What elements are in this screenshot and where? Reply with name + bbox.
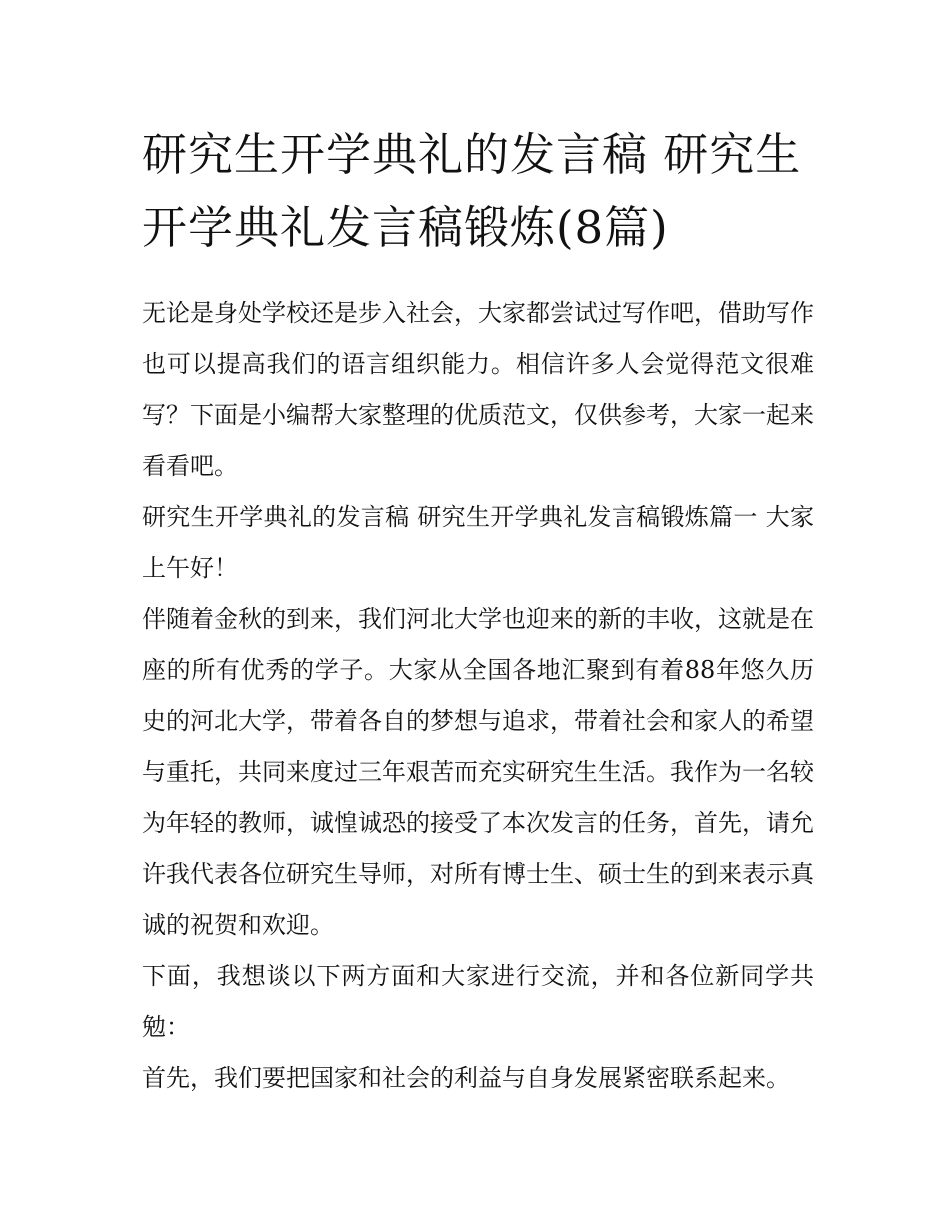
paragraph-topics: 下面，我想谈以下两方面和大家进行交流，并和各位新同学共勉： bbox=[142, 962, 814, 1041]
paragraph-greeting: 研究生开学典礼的发言稿 研究生开学典礼发言稿锻炼篇一 大家上午好！ bbox=[142, 503, 814, 582]
paragraph-intro: 无论是身处学校还是步入社会，大家都尝试过写作吧，借助写作也可以提高我们的语言组织能力。相信许多人会觉得范文很难写？下面是小编帮大家整理的优质范文，仅供参考，大家一起来看看吧。 bbox=[142, 299, 814, 480]
document-page bbox=[142, 118, 814, 1104]
document-title: 研究生开学典礼的发言稿 研究生开学典礼发言稿锻炼(8篇) bbox=[142, 128, 802, 254]
paragraph-first-point: 首先，我们要把国家和社会的利益与自身发展紧密联系起来。 bbox=[142, 1064, 790, 1092]
paragraph-welcome: 伴随着金秋的到来，我们河北大学也迎来的新的丰收，这就是在座的所有优秀的学子。大家从全国各地汇聚到有着88年悠久历史的河北大学，带着各自的梦想与追求，带着社会和家人的希望与重托，共同来度过三年艰苦而充实研究生生活。我作为一名较为年轻的教师，诚惶诚恐的接受了本次发言的任务，首先，请允许我代表各位研究生导师，对所有博士生、硕士生的到来表示真诚的祝贺和欢迎。 bbox=[142, 605, 814, 939]
